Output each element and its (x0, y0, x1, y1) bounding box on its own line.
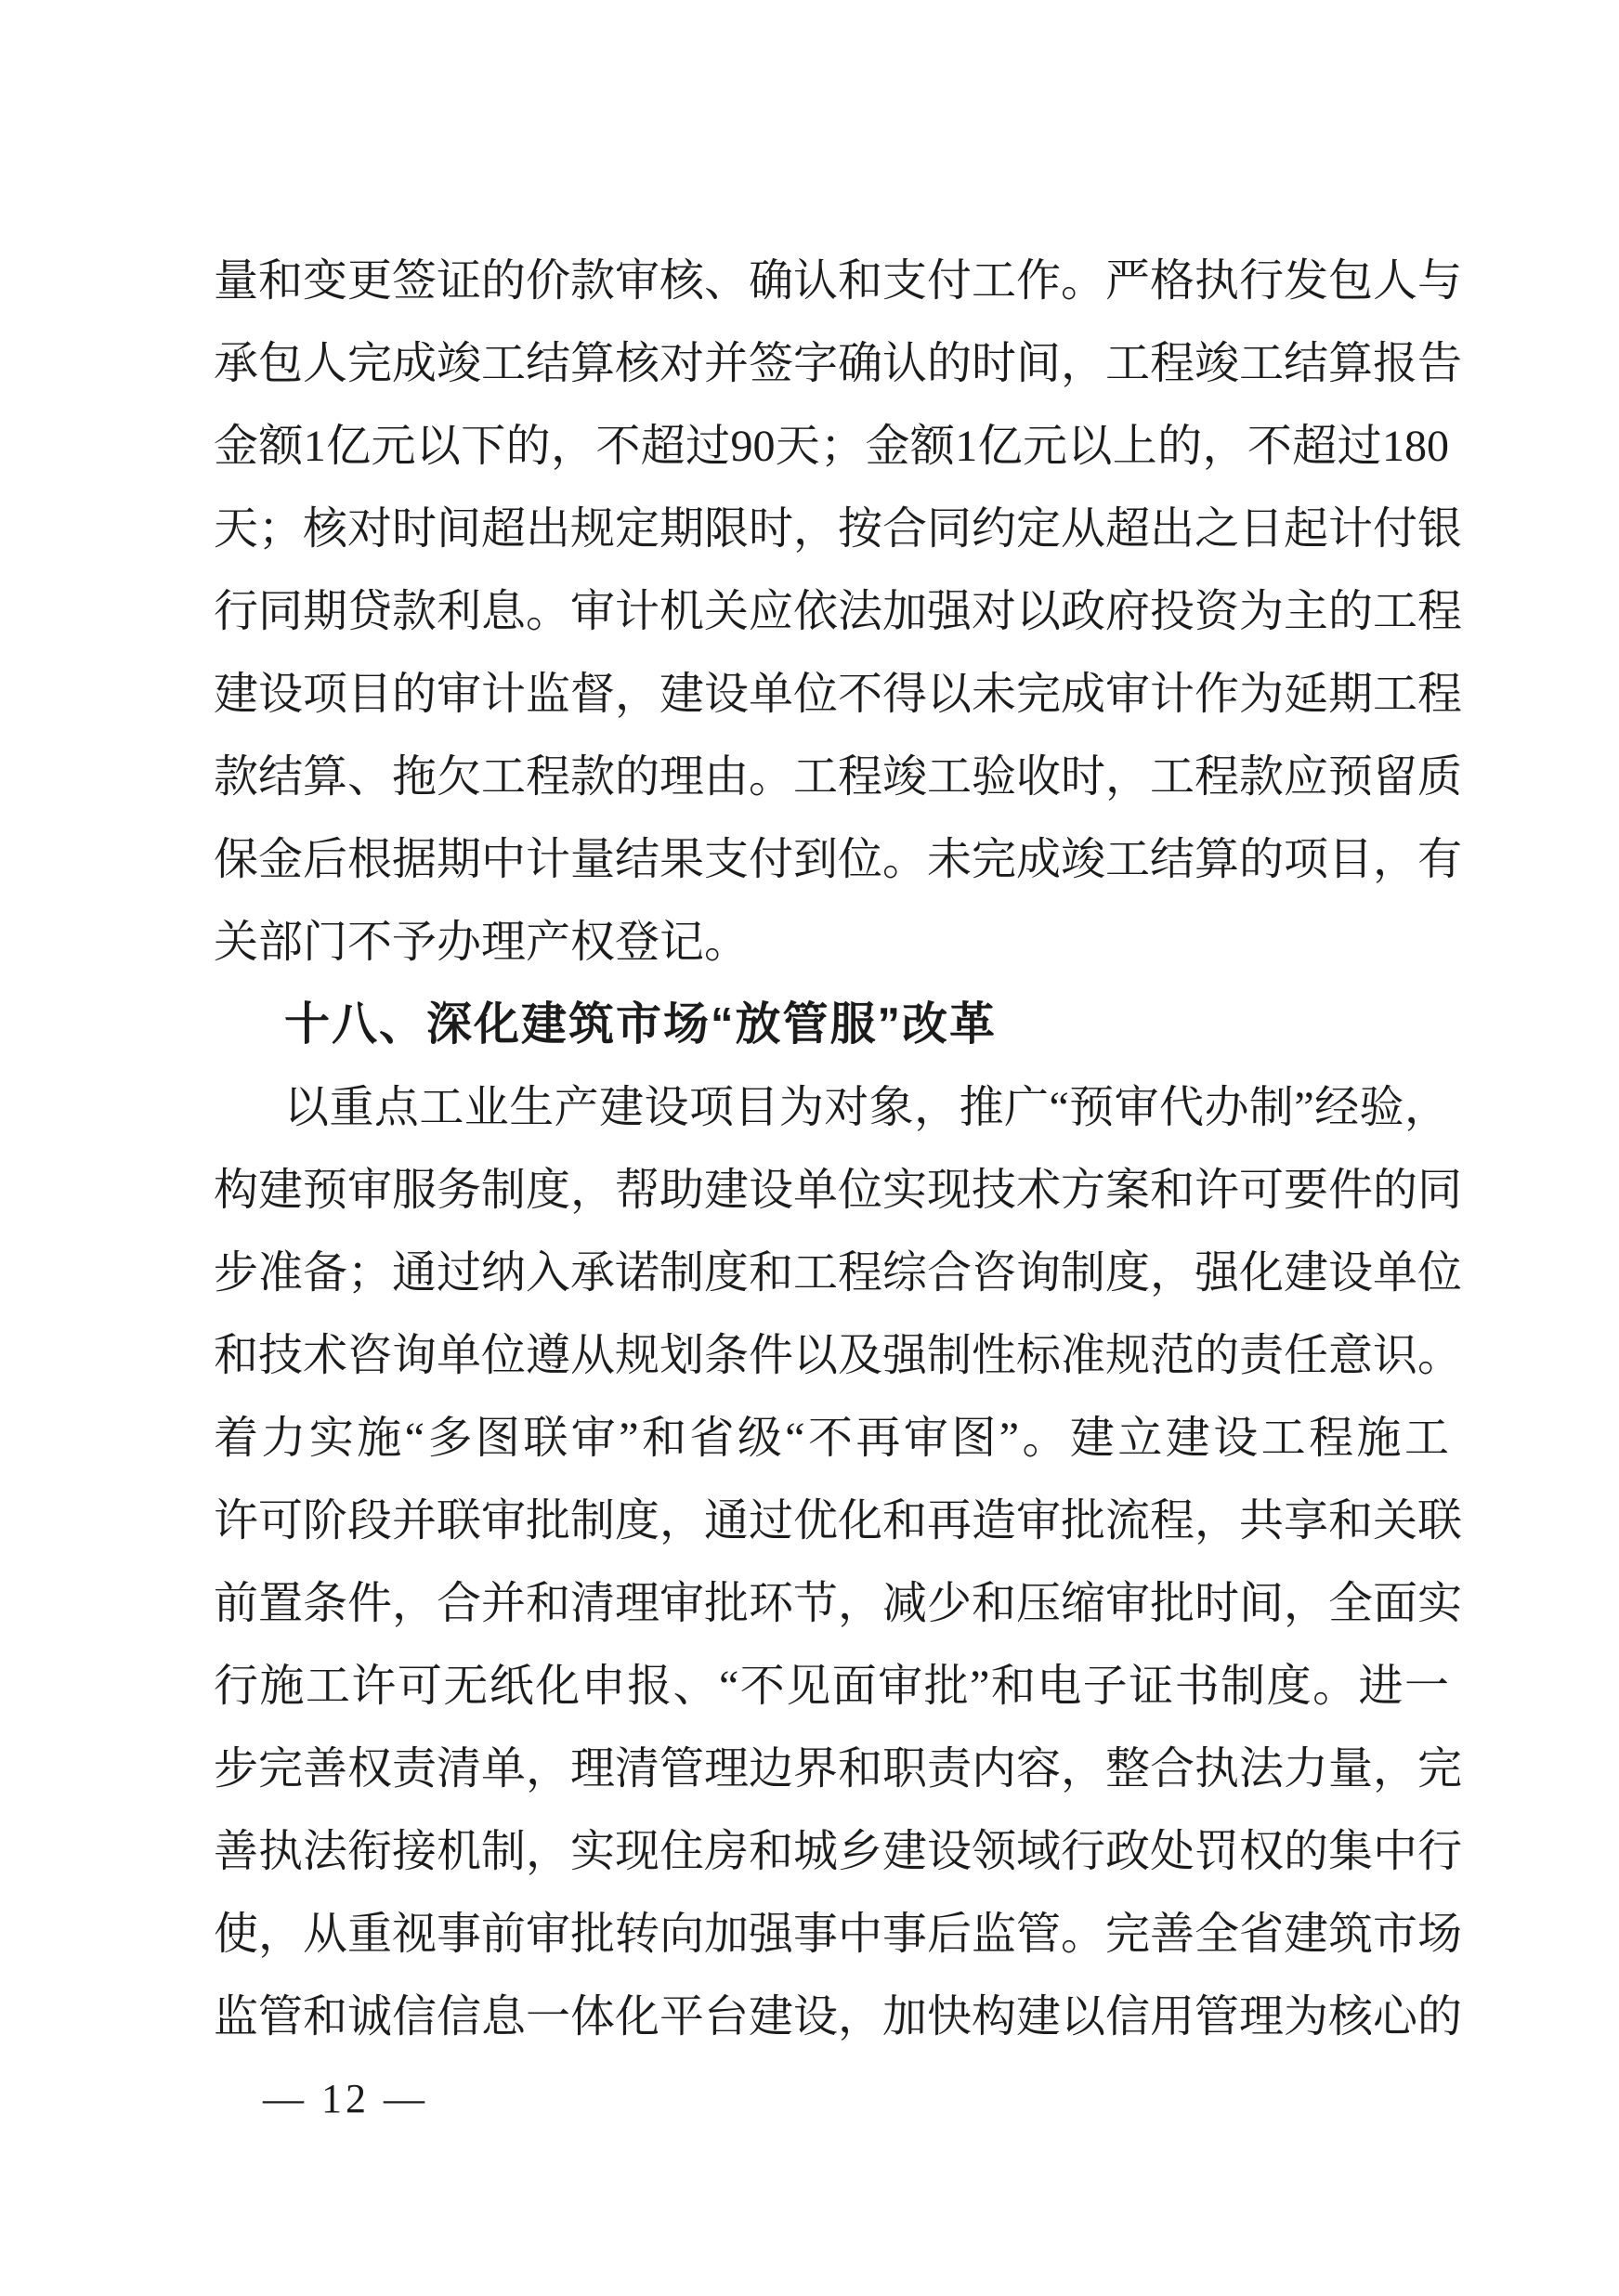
body-line: 承包人完成竣工结算核对并签字确认的时间，工程竣工结算报告 (214, 339, 1463, 388)
page-number: — 12 — (263, 2076, 428, 2121)
body-line: 保金后根据期中计量结果支付到位。未完成竣工结算的项目，有 (214, 835, 1463, 884)
body-line: 款结算、拖欠工程款的理由。工程竣工验收时，工程款应预留质 (214, 752, 1463, 802)
body-line: 前置条件，合并和清理审批环节，减少和压缩审批时间，全面实 (214, 1579, 1463, 1628)
body-line: 监管和诚信信息一体化平台建设，加快构建以信用管理为核心的 (214, 1992, 1463, 2042)
body-line: 行同期贷款利息。审计机关应依法加强对以政府投资为主的工程 (214, 587, 1463, 636)
body-line: 天；核对时间超出规定期限时，按合同约定从超出之日起计付银 (214, 504, 1463, 554)
paragraph-continued (214, 240, 1463, 984)
body-line: 着力实施“多图联审”和省级“不再审图”。建立建设工程施工 (214, 1414, 1449, 1463)
body-line: 行施工许可无纸化申报、“不见面审批”和电子证书制度。进一 (214, 1662, 1449, 1711)
body-line: 善执法衔接机制，实现住房和城乡建设领域行政处罚权的集中行 (214, 1827, 1463, 1876)
body-line: 金额1亿元以下的，不超过90天；金额1亿元以上的，不超过180 (214, 422, 1449, 471)
section-heading: 十八、深化建筑市场“放管服”改革 (284, 999, 998, 1050)
body-line: 步准备；通过纳入承诺制度和工程综合咨询制度，强化建设单位 (214, 1248, 1463, 1298)
body-line: 关部门不予办理产权登记。 (214, 918, 750, 967)
body-line: 量和变更签证的价款审核、确认和支付工作。严格执行发包人与 (214, 256, 1463, 306)
paragraph-2 (214, 1066, 1463, 2058)
body-line: 许可阶段并联审批制度，通过优化和再造审批流程，共享和关联 (214, 1496, 1463, 1546)
body-line: 步完善权责清单，理清管理边界和职责内容，整合执法力量，完 (214, 1744, 1463, 1794)
body-line: 建设项目的审计监督，建设单位不得以未完成审计作为延期工程 (214, 670, 1463, 719)
document-body (214, 240, 1463, 2058)
body-line: 和技术咨询单位遵从规划条件以及强制性标准规范的责任意识。 (214, 1331, 1463, 1380)
body-line: 构建预审服务制度，帮助建设单位实现技术方案和许可要件的同 (214, 1166, 1463, 1215)
body-line: 以重点工业生产建设项目为对象，推广“预审代办制”经验， (284, 1083, 1449, 1132)
body-line: 使，从重视事前审批转向加强事中事后监管。完善全省建筑市场 (214, 1910, 1463, 1959)
